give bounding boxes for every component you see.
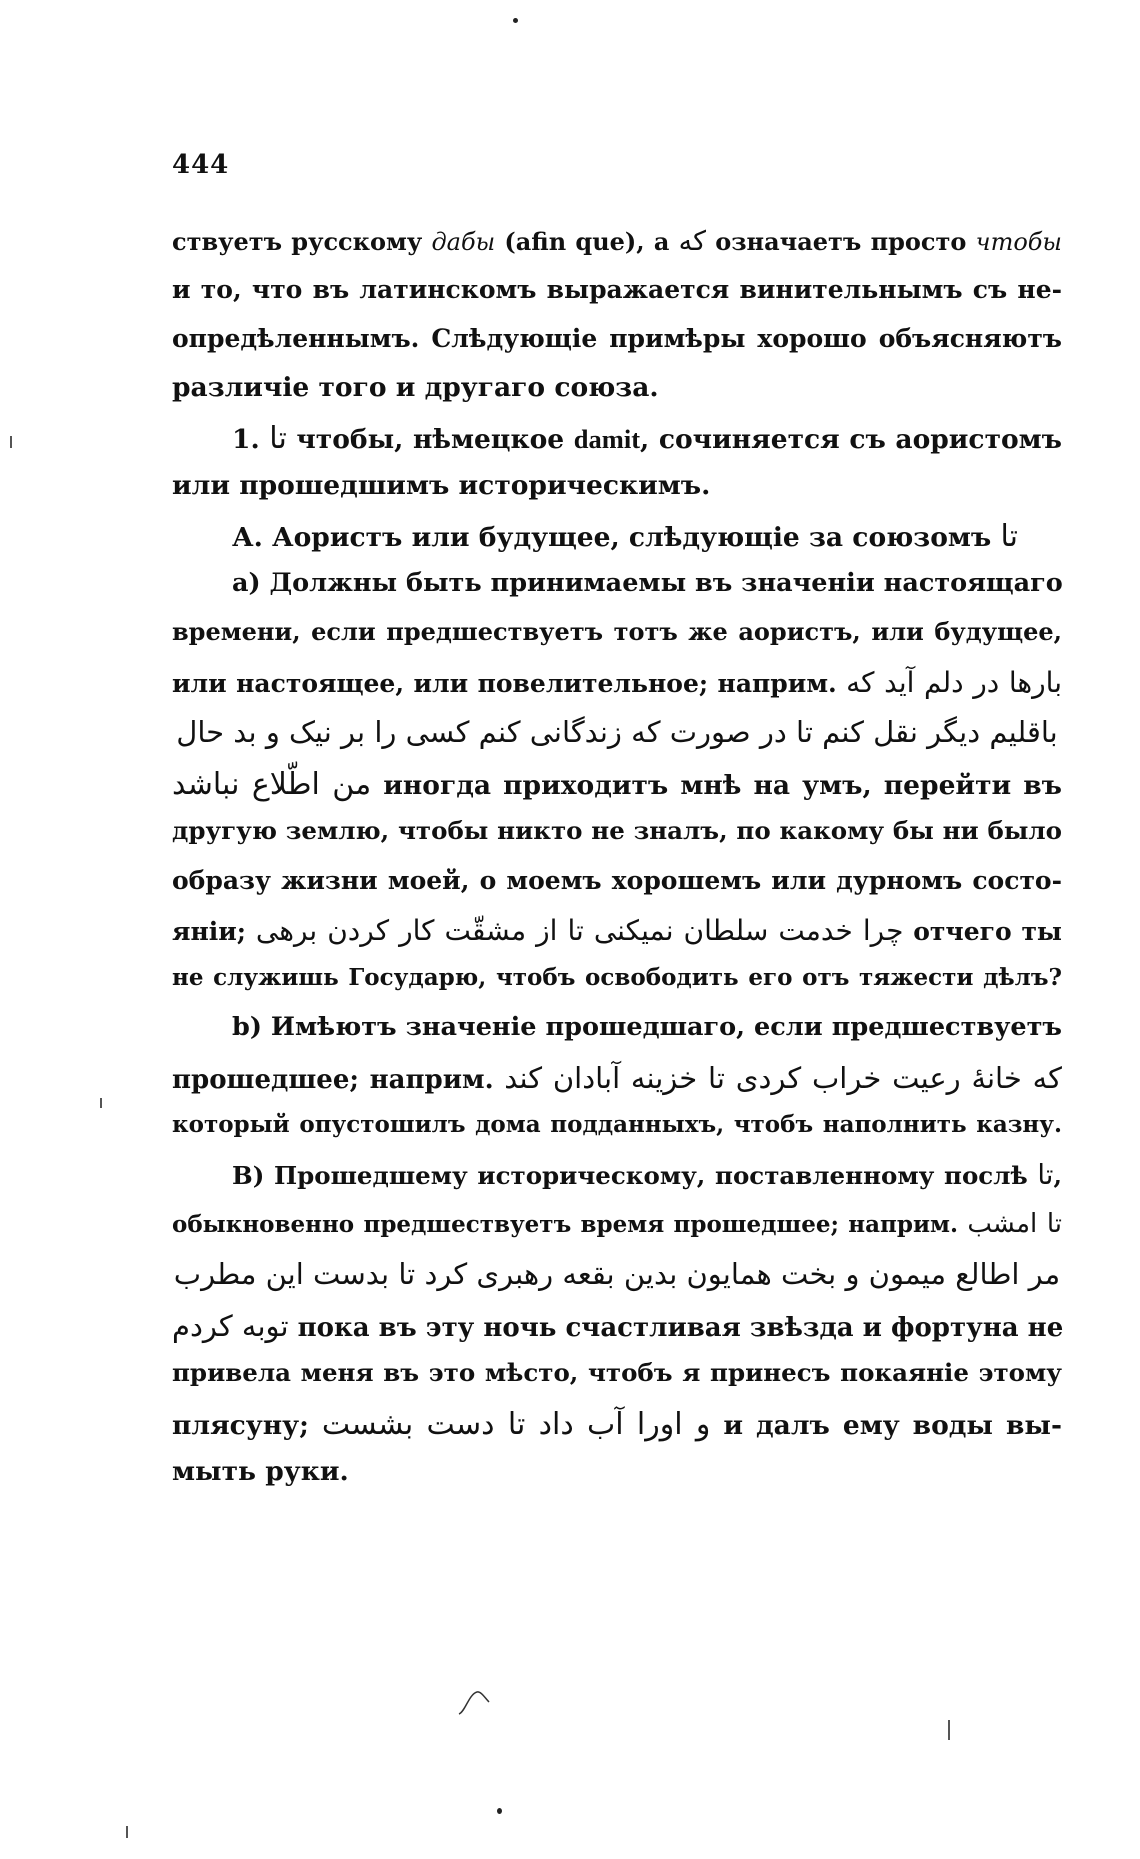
text-run: яніи; [172,917,256,946]
text-line [172,914,1062,950]
text-line [172,966,1062,999]
text-run: привела меня въ это мѣсто, чтобъ я принесъ покаяніе этому [172,1358,1062,1387]
text-line [172,1358,1062,1394]
text-run: А. Аористъ или будущее, слѣдующіе за союзомъ [232,522,1001,553]
arabic-text: مر اطالع میمون و بخت همایون بدین بقعه رهبری کرد تا بدست این مطرب [173,1257,1061,1291]
text-line [172,1113,1062,1146]
text-line [172,326,1062,359]
text-line [172,1257,1062,1298]
text-line [172,1211,1062,1244]
print-speck [497,1808,502,1814]
text-run: ствуетъ русскому [172,227,432,256]
text-run: и то, что въ латинскомъ выражается винительнымъ съ не- [172,275,1062,304]
text-run: , сочиняется съ аористомъ [640,424,1063,455]
text-line [172,470,1062,506]
arabic-text: تا [269,421,287,456]
text-run: или прошедшимъ историческимъ. [172,470,711,501]
text-run: damit [573,424,641,454]
arabic-text: تا امشب [967,1209,1062,1239]
text-run: иногда приходитъ мнѣ на умъ, перейти въ [371,770,1062,801]
text-line [172,617,1062,653]
text-run: не служишь Государю, чтобъ освободить его отъ тяжести дѣлъ? [172,964,1062,991]
text-line [172,666,1062,702]
text-run: означаетъ просто [706,227,976,256]
text-line [172,868,1062,901]
text-run: чтобы, нѣмецкое [286,424,574,455]
text-line [172,1159,1062,1195]
print-mark [100,1098,102,1108]
text-run: 1. [232,424,270,455]
text-run: опредѣленнымъ. Слѣдующіе примѣры хорошо объясняютъ [172,324,1062,353]
print-mark [126,1826,128,1838]
text-run: а) Должны быть принимаемы въ значеніи настоящаго [232,568,1063,598]
text-line [172,767,1062,803]
text-run: и далъ ему воды вы- [710,1410,1062,1441]
text-line [172,372,1062,408]
text-line [172,277,1062,310]
arabic-text: تا [1000,519,1018,554]
arabic-text: تا [1037,1159,1054,1191]
text-line [172,1061,1062,1097]
arabic-text: و اورا آب داد تا دست بشست [321,1407,711,1442]
text-run: который опустошилъ дома подданныхъ, чтобъ наполнить казну. [172,1111,1062,1138]
text-line [172,816,1062,852]
print-mark [948,1720,950,1740]
text-run: образу жизни моей, о моемъ хорошемъ или дурномъ состо- [172,866,1062,895]
text-line [172,1456,1062,1492]
text-run: пока въ эту ночь счастливая звѣзда и фортуна не [288,1313,1064,1343]
text-run: различіе того и другаго союза. [172,372,659,403]
text-line [172,1309,1064,1345]
text-run: b) Имѣютъ значеніе прошедшаго, если предшествуетъ [232,1012,1062,1042]
text-run: (afin que), а [495,227,679,256]
text-run: прошедшее; наприм. [172,1065,505,1095]
page-number: 444 [172,150,230,180]
text-line [172,228,1062,261]
text-run: В) Прошедшему историческому, поставленному послѣ [232,1161,1038,1190]
text-line [172,1012,1062,1048]
print-mark [10,436,12,448]
text-run: дабы [431,228,496,256]
arabic-text: چرا خدمت سلطان نمیکنی تا از مشقّت کار کردن برهی [255,914,904,947]
arabic-text: که [678,226,706,257]
arabic-text: باقلیم دیگر نقل کنم تا در صورت که زندگانی کنم کسی را بر نیک و بد حال [176,715,1058,749]
text-line [172,715,1062,756]
arabic-text: بارها در دلم آید که [846,666,1062,699]
print-speck [513,18,518,23]
text-run: чтобы [975,228,1062,256]
arabic-text: توبه کردم [172,1309,289,1343]
text-line [172,519,1062,555]
text-run: времени, если предшествуетъ тотъ же аористъ, или будущее, [172,617,1062,646]
pencil-mark [455,1688,495,1718]
text-run: мыть руки. [172,1456,349,1487]
text-line [172,421,1063,457]
text-run: плясуну; [172,1410,322,1441]
arabic-text: که خانهٔ رعیت خراب کردی تا خزینه آبادان کند [504,1061,1062,1095]
text-run: , [1053,1161,1062,1190]
text-line [172,1407,1062,1443]
text-line [172,568,1063,604]
text-run: другую землю, чтобы никто не зналъ, по какому бы ни было [172,816,1062,845]
text-run: обыкновенно предшествуетъ время прошедшее; наприм. [172,1211,968,1238]
text-run: или настоящее, или повелительное; наприм. [172,669,847,698]
body-text [172,228,1062,1508]
arabic-text: من اطّلاع نباشد [172,767,372,802]
text-run: отчего ты [903,917,1062,946]
